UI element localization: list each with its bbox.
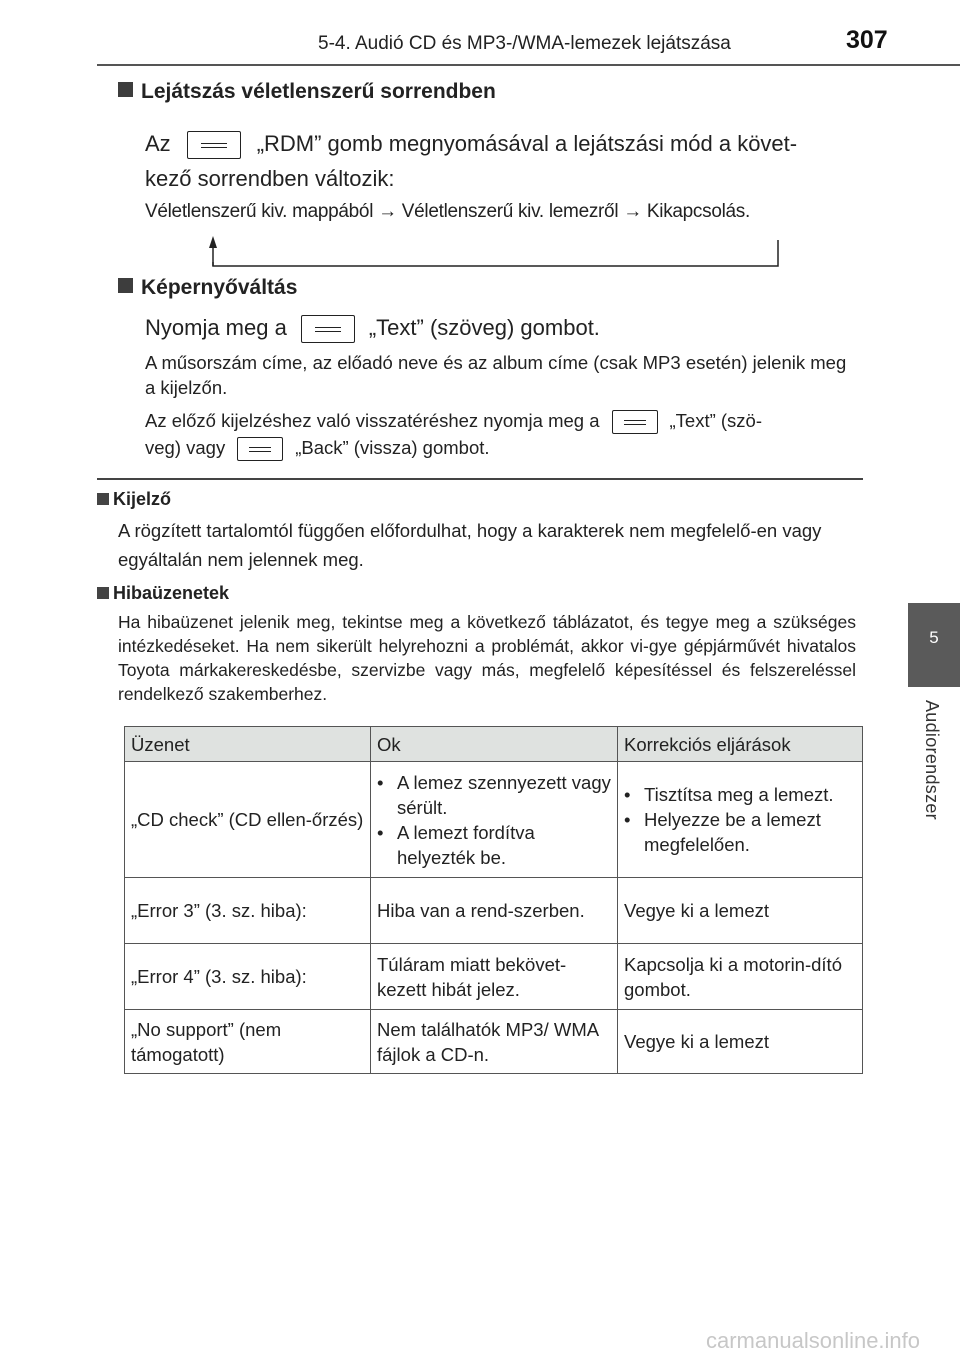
header-divider (97, 64, 960, 66)
random-mode-sequence: Véletlenszerű kiv. mappából → Véletlenszerű kiv. lemezről → Kikapcsolás. (145, 201, 750, 222)
text-text-button: „Text” (szöveg) gombot. (368, 315, 600, 340)
cause-cell: Túláram miatt bekövet-kezett hibát jelez. (371, 944, 618, 1010)
random-playback-title: Lejátszás véletlenszerű sorrendben (141, 80, 496, 103)
column-header: Ok (371, 727, 618, 762)
error-message-table (124, 726, 863, 1074)
message-cell: „Error 4” (3. sz. hiba): (125, 944, 371, 1010)
screen-switch-note1: A műsorszám címe, az előadó neve és az album címe (csak MP3 esetén) jelenik meg a kijelzőn. (145, 352, 847, 398)
watermark: carmanualsonline.info (706, 1328, 921, 1353)
display-note-title: Kijelző (113, 489, 172, 509)
cause-cell: Hiba van a rend-szerben. (371, 878, 618, 944)
rdm-button-icon (187, 131, 241, 159)
display-note-heading (97, 489, 171, 510)
display-note-text: A rögzített tartalomtól függően előfordulhat, hogy a karakterek nem megfelelő-en vagy egyáltalán nem jelennek meg. (118, 520, 822, 570)
list-item: • A lemezt fordítva helyezték be. (377, 821, 535, 868)
table-header-row (125, 727, 863, 762)
table-row (125, 944, 863, 1010)
random-playback-line2: kező sorrendben változik: (145, 166, 395, 191)
column-header: Korrekciós eljárások (618, 727, 863, 762)
errors-note-text: Ha hibaüzenet jelenik meg, tekintse meg a következő táblázatot, és tegye meg a szükséges intézkedéseket. Ha nem sikerült helyrehozni a problémát, akkor vi-gye gépjárművét hivatalos Toyota márkakereskedésbe, szervizbe vagy más, megfelelő képesítéssel és felszereléssel rendelkező szakemberhez. (118, 612, 856, 704)
cause-cell (371, 762, 618, 878)
table-row (125, 878, 863, 944)
table-row (125, 1010, 863, 1074)
random-playback-heading (118, 80, 496, 104)
cause-cell: Nem találhatók MP3/ WMA fájlok a CD-n. (371, 1010, 618, 1074)
list-item: • Helyezze be a lemezt megfelelően. (624, 809, 821, 855)
text-rdm: „RDM” gomb megnyomásával a lejátszási mód a követ- (256, 131, 798, 156)
text-nyomja: Nyomja meg a (145, 315, 287, 340)
screen-switch-note2-line1 (145, 408, 762, 434)
text-note2-c: veg) vagy (145, 437, 226, 458)
section-title: 5-4. Audió CD és MP3-/WMA-lemezek lejátszása (318, 33, 731, 54)
message-cell: „Error 3” (3. sz. hiba): (125, 878, 371, 944)
screen-switch-title: Képernyőváltás (141, 276, 298, 299)
square-bullet-icon (97, 493, 109, 505)
list-item: • Tisztítsa meg a lemezt. (624, 784, 834, 805)
section-divider (97, 478, 863, 480)
back-button-icon (237, 437, 283, 461)
screen-switch-note2-line2 (145, 435, 490, 461)
fix-cell: Vegye ki a lemezt (618, 878, 863, 944)
text-note2-d: „Back” (vissza) gombot. (295, 437, 490, 458)
page-number: 307 (846, 26, 888, 54)
chapter-number: 5 (929, 628, 939, 647)
square-bullet-icon (118, 82, 133, 97)
message-cell: „No support” (nem támogatott) (125, 1010, 371, 1074)
text-note2-a: Az előző kijelzéshez való visszatéréshez nyomja meg a (145, 410, 600, 431)
square-bullet-icon (118, 278, 133, 293)
errors-note-heading (97, 583, 229, 604)
chapter-label: Audiorendszer (922, 700, 942, 820)
screen-switch-heading (118, 276, 297, 300)
random-playback-line1 (145, 126, 865, 161)
table-row (125, 762, 863, 878)
text-button-icon-small (612, 410, 658, 434)
text-button-icon (301, 315, 355, 343)
column-header: Üzenet (125, 727, 371, 762)
list-item: • A lemez szennyezett vagy sérült. (377, 771, 611, 818)
errors-note-title: Hibaüzenetek (113, 583, 230, 603)
fix-cell (618, 762, 863, 878)
cycle-arrow-icon (200, 234, 790, 270)
message-cell: „CD check” (CD ellen-őrzés) (125, 762, 371, 878)
text-az: Az (145, 131, 171, 156)
screen-switch-instruction (145, 310, 600, 345)
fix-cell: Kapcsolja ki a motorin-dító gombot. (618, 944, 863, 1010)
fix-cell: Vegye ki a lemezt (618, 1010, 863, 1074)
text-note2-b: „Text” (szö- (669, 410, 762, 431)
square-bullet-icon (97, 587, 109, 599)
